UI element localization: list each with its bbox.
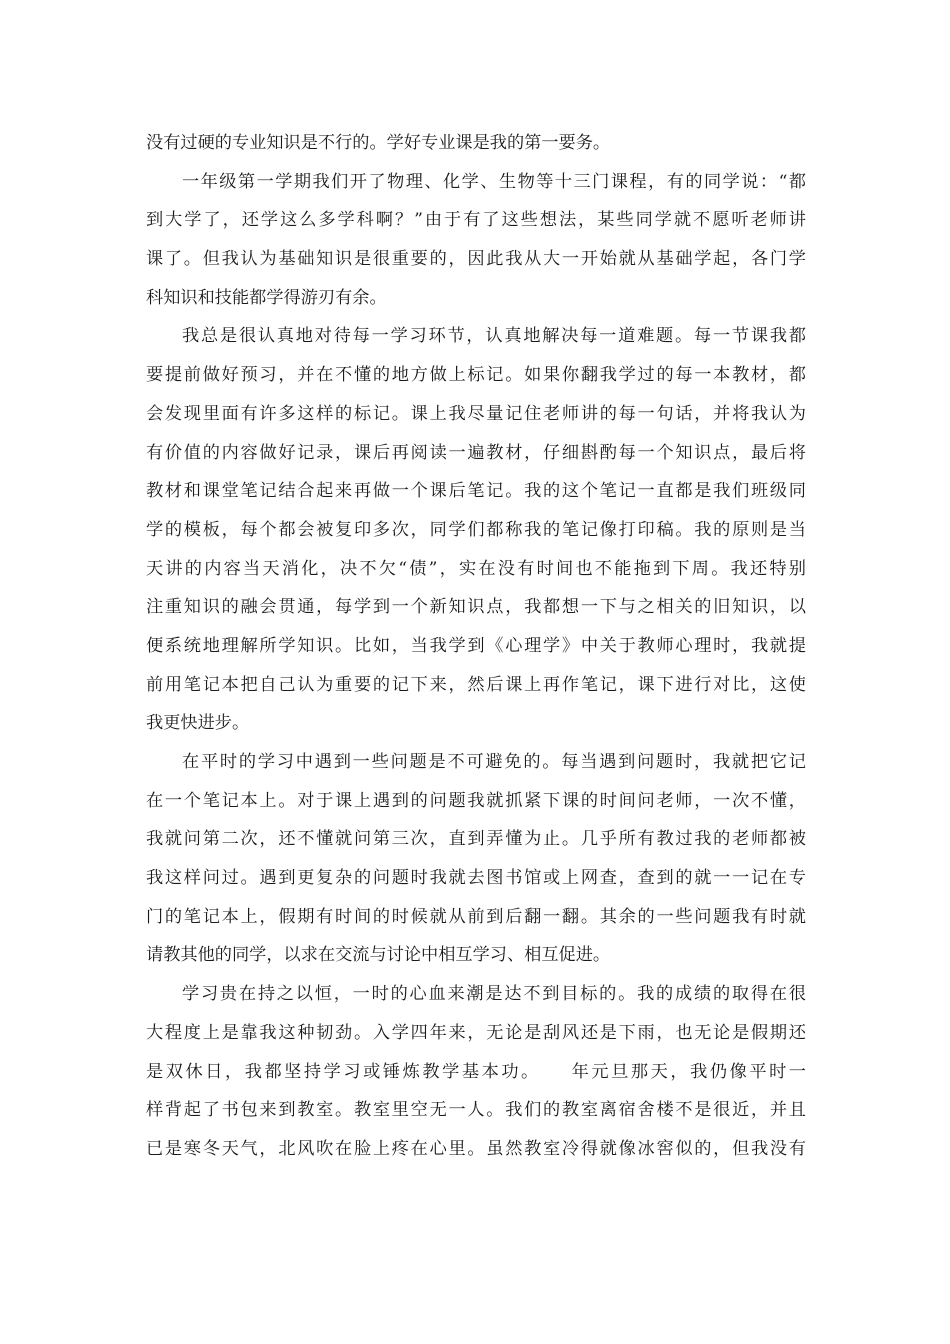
text-line: 到大学了，还学这么多学科啊？”由于有了这些想法，某些同学就不愿听老师讲 xyxy=(146,210,806,231)
text-line: 没有过硬的专业知识是不行的。学好专业课是我的第一要务。 xyxy=(146,133,611,153)
text-line: 我更快进步。 xyxy=(146,713,250,734)
text-line: 我这样问过。遇到更复杂的问题时我就去图书馆或上网查，查到的就一一记在专 xyxy=(146,868,806,889)
text-line: 会发现里面有许多这样的标记。课上我尽量记住老师讲的每一句话，并将我认为 xyxy=(146,403,806,424)
text-line: 样背起了书包来到教室。教室里空无一人。我们的教室离宿舍楼不是很近，并且 xyxy=(146,1100,806,1121)
text-line: 学习贵在持之以恒，一时的心血来潮是达不到目标的。我的成绩的取得在很 xyxy=(182,984,806,1005)
text-line: 我总是很认真地对待每一学习环节，认真地解决每一道难题。每一节课我都 xyxy=(182,326,806,347)
text-line: 有价值的内容做好记录，课后再阅读一遍教材，仔细斟酌每一个知识点，最后将 xyxy=(146,442,806,463)
text-line: 请教其他的同学，以求在交流与讨论中相互学习、相互促进。 xyxy=(146,945,611,966)
text-line: 便系统地理解所学知识。比如，当我学到《心理学》中关于教师心理时，我就提 xyxy=(146,635,806,656)
text-line: 前用笔记本把自己认为重要的记下来，然后课上再作笔记，课下进行对比，这使 xyxy=(146,674,806,695)
text-line: 门的笔记本上，假期有时间的时候就从前到后翻一翻。其余的一些问题我有时就 xyxy=(146,906,806,927)
text-line: 是双休日，我都坚持学习或锤炼教学基本功。 年元旦那天，我仍像平时一 xyxy=(146,1061,806,1082)
text-line: 一年级第一学期我们开了物理、化学、生物等十三门课程，有的同学说：“都 xyxy=(182,171,806,192)
text-line: 科知识和技能都学得游刃有余。 xyxy=(146,287,387,308)
text-line: 要提前做好预习，并在不懂的地方做上标记。如果你翻我学过的每一本教材，都 xyxy=(146,365,806,386)
text-line: 在平时的学习中遇到一些问题是不可避免的。每当遇到问题时，我就把它记 xyxy=(182,752,806,772)
document-body xyxy=(146,124,806,1169)
text-line: 大程度上是靠我这种韧劲。入学四年来，无论是刮风还是下雨，也无论是假期还 xyxy=(146,1022,806,1043)
text-line: 注重知识的融会贯通，每学到一个新知识点，我都想一下与之相关的旧知识，以 xyxy=(146,597,806,618)
text-line: 我就问第二次，还不懂就问第三次，直到弄懂为止。几乎所有教过我的老师都被 xyxy=(146,829,806,850)
text-line: 天讲的内容当天消化，决不欠“债”，实在没有时间也不能拖到下周。我还特别 xyxy=(146,558,806,579)
text-line: 已是寒冬天气，北风吹在脸上疼在心里。虽然教室冷得就像冰窖似的，但我没有 xyxy=(146,1138,806,1159)
text-line: 课了。但我认为基础知识是很重要的，因此我从大一开始就从基础学起，各门学 xyxy=(146,249,806,270)
text-line: 在一个笔记本上。对于课上遇到的问题我就抓紧下课的时间问老师，一次不懂， xyxy=(146,790,806,811)
text-line: 学的模板，每个都会被复印多次，同学们都称我的笔记像打印稿。我的原则是当 xyxy=(146,519,806,540)
text-line: 教材和课堂笔记结合起来再做一个课后笔记。我的这个笔记一直都是我们班级同 xyxy=(146,481,806,502)
